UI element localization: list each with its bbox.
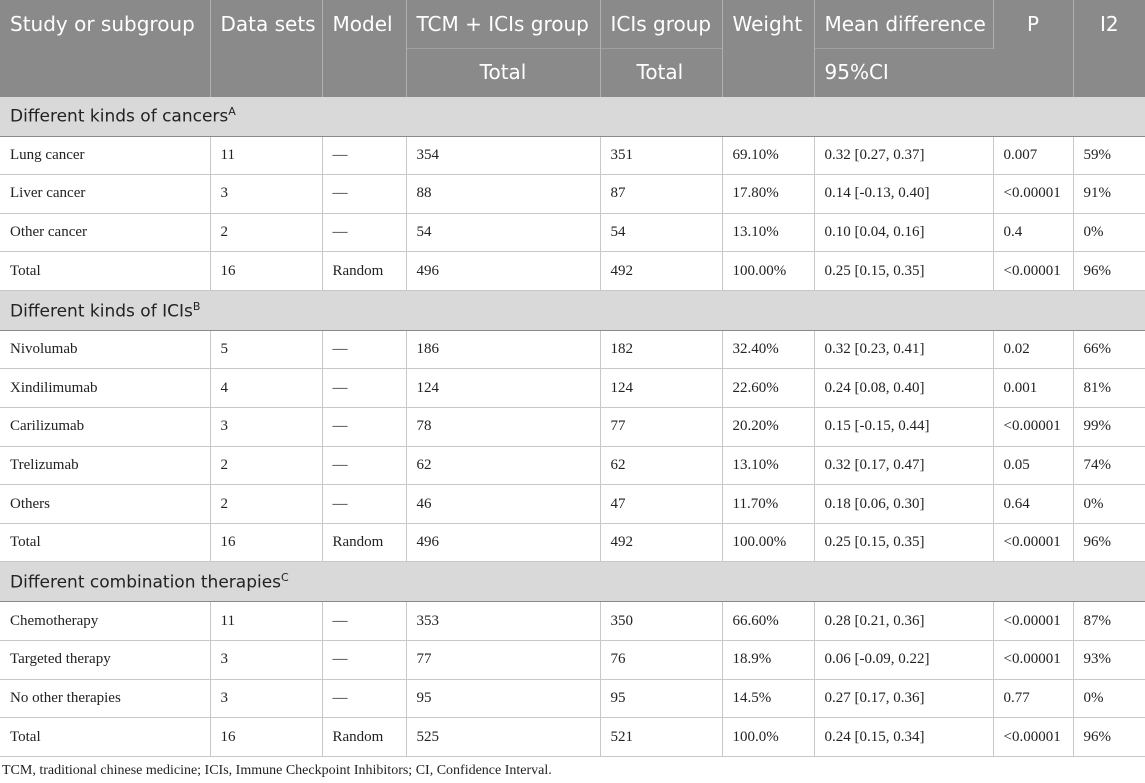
cell-ici-total: 351 bbox=[600, 136, 722, 175]
cell-mean-difference: 0.25 [0.15, 0.35] bbox=[814, 523, 993, 562]
table-row bbox=[0, 446, 1145, 485]
cell-mean-difference: 0.28 [0.21, 0.36] bbox=[814, 602, 993, 641]
cell-model: — bbox=[322, 485, 406, 524]
cell-tcm-total: 54 bbox=[406, 213, 600, 252]
cell-model: — bbox=[322, 602, 406, 641]
cell-study: Total bbox=[0, 252, 210, 291]
cell-weight: 13.10% bbox=[722, 446, 814, 485]
cell-study: Nivolumab bbox=[0, 330, 210, 369]
cell-study: Targeted therapy bbox=[0, 641, 210, 680]
cell-datasets: 4 bbox=[210, 369, 322, 408]
cell-ici-total: 521 bbox=[600, 718, 722, 757]
subgroup-title: Different combination therapies bbox=[10, 572, 282, 593]
col-header-p: P bbox=[993, 0, 1073, 96]
cell-weight: 13.10% bbox=[722, 213, 814, 252]
cell-p-value: 0.05 bbox=[993, 446, 1073, 485]
cell-mean-difference: 0.27 [0.17, 0.36] bbox=[814, 679, 993, 718]
cell-weight: 14.5% bbox=[722, 679, 814, 718]
cell-datasets: 3 bbox=[210, 641, 322, 680]
cell-model: — bbox=[322, 408, 406, 447]
cell-mean-difference: 0.15 [-0.15, 0.44] bbox=[814, 408, 993, 447]
table-body bbox=[0, 96, 1145, 756]
cell-model: — bbox=[322, 136, 406, 175]
cell-datasets: 3 bbox=[210, 175, 322, 214]
table-row bbox=[0, 679, 1145, 718]
col-header-mean-difference: Mean difference bbox=[814, 0, 993, 48]
cell-model: — bbox=[322, 369, 406, 408]
subgroup-title-cell bbox=[0, 96, 1145, 136]
cell-datasets: 11 bbox=[210, 136, 322, 175]
col-header-i2: I2 bbox=[1073, 0, 1145, 96]
cell-datasets: 2 bbox=[210, 485, 322, 524]
table-row bbox=[0, 408, 1145, 447]
cell-ici-total: 87 bbox=[600, 175, 722, 214]
cell-mean-difference: 0.14 [-0.13, 0.40] bbox=[814, 175, 993, 214]
cell-study: Total bbox=[0, 523, 210, 562]
subgroup-header-row bbox=[0, 96, 1145, 136]
cell-model: — bbox=[322, 330, 406, 369]
subgroup-header-row bbox=[0, 290, 1145, 330]
cell-study: Trelizumab bbox=[0, 446, 210, 485]
cell-ici-total: 47 bbox=[600, 485, 722, 524]
cell-datasets: 16 bbox=[210, 523, 322, 562]
subgroup-header-row bbox=[0, 562, 1145, 602]
cell-tcm-total: 78 bbox=[406, 408, 600, 447]
col-header-datasets: Data sets bbox=[210, 0, 322, 96]
cell-tcm-total: 354 bbox=[406, 136, 600, 175]
cell-datasets: 11 bbox=[210, 602, 322, 641]
subgroup-title-cell bbox=[0, 562, 1145, 602]
table-header bbox=[0, 0, 1145, 96]
col-header-ici-total: Total bbox=[600, 48, 722, 96]
cell-i2: 0% bbox=[1073, 485, 1145, 524]
cell-p-value: <0.00001 bbox=[993, 641, 1073, 680]
cell-study: Lung cancer bbox=[0, 136, 210, 175]
cell-i2: 0% bbox=[1073, 679, 1145, 718]
col-header-tcm-total: Total bbox=[406, 48, 600, 96]
cell-study: Chemotherapy bbox=[0, 602, 210, 641]
cell-tcm-total: 124 bbox=[406, 369, 600, 408]
cell-p-value: 0.007 bbox=[993, 136, 1073, 175]
cell-model: — bbox=[322, 446, 406, 485]
cell-i2: 91% bbox=[1073, 175, 1145, 214]
cell-weight: 69.10% bbox=[722, 136, 814, 175]
cell-weight: 17.80% bbox=[722, 175, 814, 214]
subgroup-footnote-marker: A bbox=[228, 105, 236, 119]
cell-p-value: <0.00001 bbox=[993, 718, 1073, 757]
subgroup-footnote-marker: C bbox=[281, 571, 289, 585]
cell-p-value: <0.00001 bbox=[993, 408, 1073, 447]
cell-mean-difference: 0.25 [0.15, 0.35] bbox=[814, 252, 993, 291]
cell-tcm-total: 186 bbox=[406, 330, 600, 369]
cell-weight: 32.40% bbox=[722, 330, 814, 369]
cell-tcm-total: 353 bbox=[406, 602, 600, 641]
cell-mean-difference: 0.32 [0.27, 0.37] bbox=[814, 136, 993, 175]
cell-ici-total: 77 bbox=[600, 408, 722, 447]
cell-model: Random bbox=[322, 718, 406, 757]
cell-i2: 81% bbox=[1073, 369, 1145, 408]
cell-p-value: 0.02 bbox=[993, 330, 1073, 369]
cell-tcm-total: 77 bbox=[406, 641, 600, 680]
cell-i2: 87% bbox=[1073, 602, 1145, 641]
col-header-model: Model bbox=[322, 0, 406, 96]
cell-weight: 18.9% bbox=[722, 641, 814, 680]
cell-model: — bbox=[322, 641, 406, 680]
cell-mean-difference: 0.24 [0.08, 0.40] bbox=[814, 369, 993, 408]
subgroup-title-cell bbox=[0, 290, 1145, 330]
cell-datasets: 3 bbox=[210, 408, 322, 447]
cell-i2: 96% bbox=[1073, 252, 1145, 291]
cell-ici-total: 350 bbox=[600, 602, 722, 641]
cell-weight: 100.0% bbox=[722, 718, 814, 757]
cell-study: Other cancer bbox=[0, 213, 210, 252]
table-row bbox=[0, 330, 1145, 369]
table-row bbox=[0, 523, 1145, 562]
cell-mean-difference: 0.10 [0.04, 0.16] bbox=[814, 213, 993, 252]
table-row bbox=[0, 485, 1145, 524]
cell-i2: 74% bbox=[1073, 446, 1145, 485]
cell-tcm-total: 95 bbox=[406, 679, 600, 718]
cell-model: — bbox=[322, 213, 406, 252]
table-row bbox=[0, 252, 1145, 291]
col-header-ici-group: ICIs group bbox=[600, 0, 722, 48]
cell-ici-total: 124 bbox=[600, 369, 722, 408]
cell-mean-difference: 0.18 [0.06, 0.30] bbox=[814, 485, 993, 524]
cell-model: — bbox=[322, 679, 406, 718]
table-row bbox=[0, 602, 1145, 641]
cell-model: Random bbox=[322, 252, 406, 291]
table-row bbox=[0, 175, 1145, 214]
cell-study: Liver cancer bbox=[0, 175, 210, 214]
cell-i2: 59% bbox=[1073, 136, 1145, 175]
cell-tcm-total: 525 bbox=[406, 718, 600, 757]
cell-weight: 66.60% bbox=[722, 602, 814, 641]
cell-mean-difference: 0.32 [0.17, 0.47] bbox=[814, 446, 993, 485]
col-header-weight: Weight bbox=[722, 0, 814, 96]
cell-mean-difference: 0.32 [0.23, 0.41] bbox=[814, 330, 993, 369]
cell-study: Xindilimumab bbox=[0, 369, 210, 408]
cell-ici-total: 95 bbox=[600, 679, 722, 718]
cell-mean-difference: 0.24 [0.15, 0.34] bbox=[814, 718, 993, 757]
table-row bbox=[0, 136, 1145, 175]
subgroup-title: Different kinds of cancers bbox=[10, 106, 229, 127]
table-row bbox=[0, 641, 1145, 680]
cell-tcm-total: 88 bbox=[406, 175, 600, 214]
cell-tcm-total: 46 bbox=[406, 485, 600, 524]
cell-study: Carilizumab bbox=[0, 408, 210, 447]
cell-study: Total bbox=[0, 718, 210, 757]
cell-p-value: <0.00001 bbox=[993, 523, 1073, 562]
cell-weight: 11.70% bbox=[722, 485, 814, 524]
cell-p-value: 0.001 bbox=[993, 369, 1073, 408]
cell-ici-total: 492 bbox=[600, 252, 722, 291]
cell-mean-difference: 0.06 [-0.09, 0.22] bbox=[814, 641, 993, 680]
cell-datasets: 3 bbox=[210, 679, 322, 718]
cell-datasets: 2 bbox=[210, 446, 322, 485]
table-row bbox=[0, 213, 1145, 252]
cell-datasets: 2 bbox=[210, 213, 322, 252]
cell-i2: 93% bbox=[1073, 641, 1145, 680]
cell-model: Random bbox=[322, 523, 406, 562]
cell-weight: 20.20% bbox=[722, 408, 814, 447]
cell-p-value: <0.00001 bbox=[993, 602, 1073, 641]
cell-p-value: 0.4 bbox=[993, 213, 1073, 252]
cell-i2: 99% bbox=[1073, 408, 1145, 447]
cell-i2: 96% bbox=[1073, 718, 1145, 757]
cell-datasets: 16 bbox=[210, 718, 322, 757]
cell-p-value: <0.00001 bbox=[993, 252, 1073, 291]
cell-i2: 96% bbox=[1073, 523, 1145, 562]
cell-study: No other therapies bbox=[0, 679, 210, 718]
col-header-ci: 95%CI bbox=[814, 48, 993, 96]
cell-i2: 66% bbox=[1073, 330, 1145, 369]
subgroup-footnote-marker: B bbox=[192, 299, 201, 313]
cell-datasets: 16 bbox=[210, 252, 322, 291]
col-header-study: Study or subgroup bbox=[0, 0, 210, 96]
cell-weight: 100.00% bbox=[722, 523, 814, 562]
cell-tcm-total: 62 bbox=[406, 446, 600, 485]
cell-weight: 100.00% bbox=[722, 252, 814, 291]
cell-tcm-total: 496 bbox=[406, 523, 600, 562]
col-header-tcm-group: TCM + ICIs group bbox=[406, 0, 600, 48]
cell-i2: 0% bbox=[1073, 213, 1145, 252]
cell-study: Others bbox=[0, 485, 210, 524]
cell-ici-total: 62 bbox=[600, 446, 722, 485]
cell-datasets: 5 bbox=[210, 330, 322, 369]
cell-model: — bbox=[322, 175, 406, 214]
cell-ici-total: 492 bbox=[600, 523, 722, 562]
cell-weight: 22.60% bbox=[722, 369, 814, 408]
cell-ici-total: 182 bbox=[600, 330, 722, 369]
cell-p-value: <0.00001 bbox=[993, 175, 1073, 214]
table-row bbox=[0, 369, 1145, 408]
cell-ici-total: 76 bbox=[600, 641, 722, 680]
cell-p-value: 0.77 bbox=[993, 679, 1073, 718]
cell-tcm-total: 496 bbox=[406, 252, 600, 291]
cell-p-value: 0.64 bbox=[993, 485, 1073, 524]
table-footnote: TCM, traditional chinese medicine; ICIs, Immune Checkpoint Inhibitors; CI, Confidence Interval. bbox=[2, 762, 552, 778]
subgroup-title: Different kinds of ICIs bbox=[10, 301, 193, 322]
table-row bbox=[0, 718, 1145, 757]
cell-ici-total: 54 bbox=[600, 213, 722, 252]
